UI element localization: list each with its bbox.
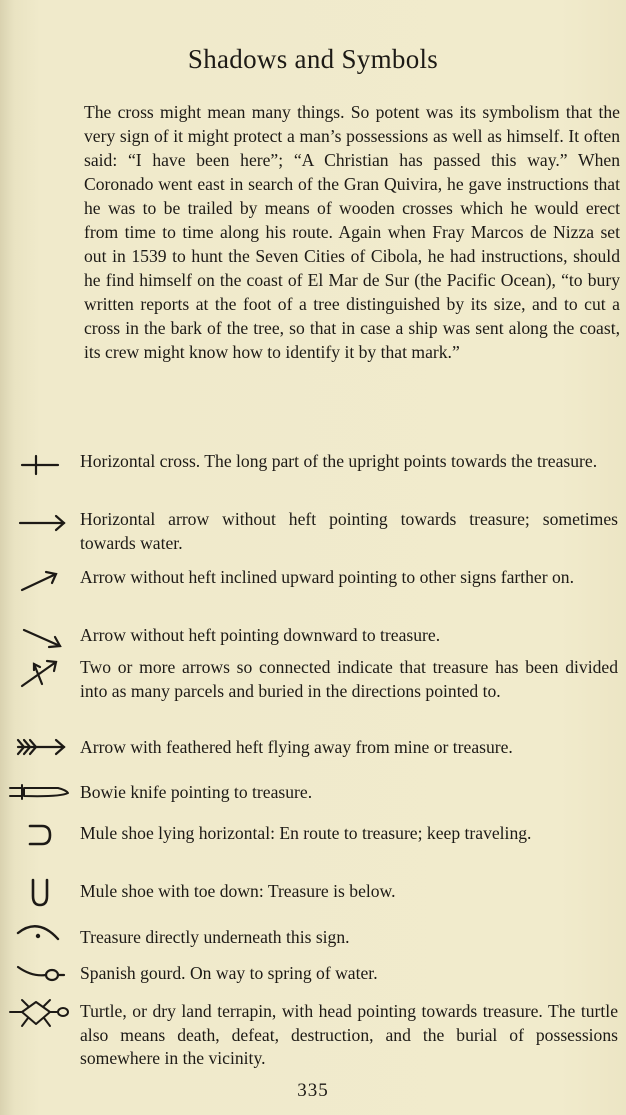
bowie-knife-icon xyxy=(6,775,72,809)
mule-shoe-toe-down-icon xyxy=(6,876,72,910)
symbol-description-feathered-arrow: Arrow with feathered heft flying away from mine or treasure. xyxy=(80,737,513,757)
symbol-description-horizontal-cross: Horizontal cross. The long part of the upright points towards the treasure. xyxy=(80,451,598,471)
mule-shoe-horizontal-icon xyxy=(6,818,72,852)
horizontal-cross-icon xyxy=(6,448,72,482)
symbol-description-arrow-upward: Arrow without heft inclined upward pointing to other signs farther on. xyxy=(80,567,574,587)
symbol-description-spanish-gourd: Spanish gourd. On way to spring of water. xyxy=(80,963,378,983)
intro-paragraph: The cross might mean many things. So potent was its symbolism that the very sign of it might protect a man’s possessions as well as himself. It often said: “I have been here”; “A Christian has passed this way.” When Coronado went east in search of the Gran Quivira, he gave instructions that he was to be trailed by means of wooden crosses which he would erect from time to time along his route. Again when Fray Marcos de Nizza set out in 1539 to hunt the Seven Cities of Cibola, he had instructions, should he find himself on the coast of El Mar de Sur (the Pacific Ocean), “to bury written reports at the foot of a tree distinguished by its size, and to cut a cross in the bark of the tree, so that in case a ship was sent along the coast, its crew might know how to identify it by that mark.” xyxy=(84,102,620,362)
symbol-description-mule-shoe-horizontal: Mule shoe lying horizontal: En route to treasure; keep traveling. xyxy=(80,823,532,843)
arrow-upward-icon xyxy=(6,564,72,598)
symbol-description-bowie-knife: Bowie knife pointing to treasure. xyxy=(80,782,313,802)
symbol-description-arc-dot: Treasure directly underneath this sign. xyxy=(80,927,350,947)
feathered-arrow-icon xyxy=(6,730,72,764)
symbol-description-arrow-downward: Arrow without heft pointing downward to treasure. xyxy=(80,625,441,645)
connected-arrows-icon xyxy=(6,656,72,690)
arc-dot-icon xyxy=(6,917,72,951)
symbol-description-mule-shoe-toe-down: Mule shoe with toe down: Treasure is below. xyxy=(80,881,396,901)
symbol-description-turtle: Turtle, or dry land terrapin, with head pointing towards treasure. The turtle also means death, defeat, destruction, and the burial of possessions somewhere in the vicinity. xyxy=(80,1001,618,1068)
turtle-icon xyxy=(6,996,72,1030)
horizontal-arrow-icon xyxy=(6,506,72,540)
spanish-gourd-icon xyxy=(6,955,72,989)
symbol-description-horizontal-arrow: Horizontal arrow without heft pointing towards treasure; sometimes towards water. xyxy=(80,509,618,553)
symbol-description-connected-arrows: Two or more arrows so connected indicate that treasure has been divided into as many parcels and buried in the directions pointed to. xyxy=(80,657,618,701)
arrow-downward-icon xyxy=(6,622,72,656)
page-number: 335 xyxy=(297,1080,329,1101)
page-title: Shadows and Symbols xyxy=(187,44,439,74)
